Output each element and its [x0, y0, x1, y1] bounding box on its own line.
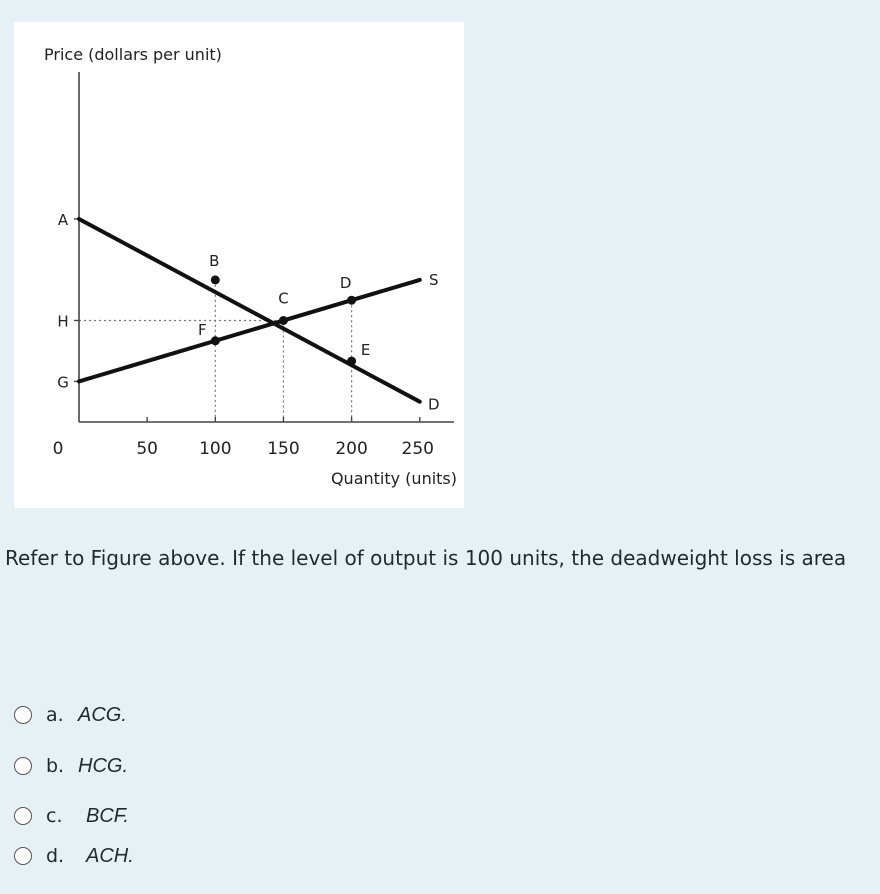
data-point-d: [347, 296, 356, 305]
point-label-c: C: [278, 289, 289, 308]
curve-end-label-s: S: [428, 270, 439, 289]
x-tick-label: 200: [335, 439, 368, 459]
radio-button[interactable]: [14, 807, 32, 825]
option-letter: c.: [46, 805, 63, 827]
y-axis-point-label: H: [57, 312, 69, 331]
option-letter: d.: [46, 845, 65, 867]
series-line-s: [79, 280, 420, 382]
data-point-c: [279, 316, 288, 325]
x-tick-label: 0: [52, 439, 64, 459]
option-d[interactable]: [14, 841, 134, 871]
point-label-f: F: [197, 320, 207, 339]
x-tick-label: 150: [267, 439, 300, 459]
x-tick-label: 100: [199, 439, 232, 459]
option-letter: b.: [46, 755, 65, 777]
point-label-e: E: [360, 341, 371, 360]
y-axis-title: Price (dollars per unit): [44, 45, 222, 64]
x-tick-label: 250: [401, 439, 434, 459]
point-label-b: B: [209, 251, 220, 270]
option-b[interactable]: [14, 751, 128, 781]
curve-end-label-d: D: [427, 395, 440, 414]
option-text: HCG.: [78, 754, 128, 777]
y-axis-point-label: A: [57, 211, 69, 229]
x-axis-title: Quantity (units): [330, 469, 457, 488]
radio-button[interactable]: [14, 706, 32, 724]
option-letter: a.: [46, 704, 64, 726]
option-c[interactable]: [14, 801, 129, 831]
option-text: ACH.: [86, 844, 134, 867]
figure-card: [14, 22, 464, 508]
data-point-f: [211, 336, 220, 345]
y-axis-point-label: G: [57, 373, 69, 392]
radio-button[interactable]: [14, 757, 32, 775]
radio-button[interactable]: [14, 847, 32, 865]
point-label-d: D: [339, 274, 352, 293]
data-point-e: [347, 357, 356, 366]
supply-demand-chart: [14, 22, 464, 508]
data-point-b: [211, 275, 220, 284]
question-text: Refer to Figure above. If the level of output is 100 units, the deadweight loss is area: [5, 546, 847, 570]
x-tick-label: 50: [136, 439, 158, 459]
option-a[interactable]: [14, 700, 127, 730]
series-line-d: [79, 219, 420, 402]
option-text: ACG.: [78, 703, 127, 726]
option-text: BCF.: [86, 804, 129, 827]
